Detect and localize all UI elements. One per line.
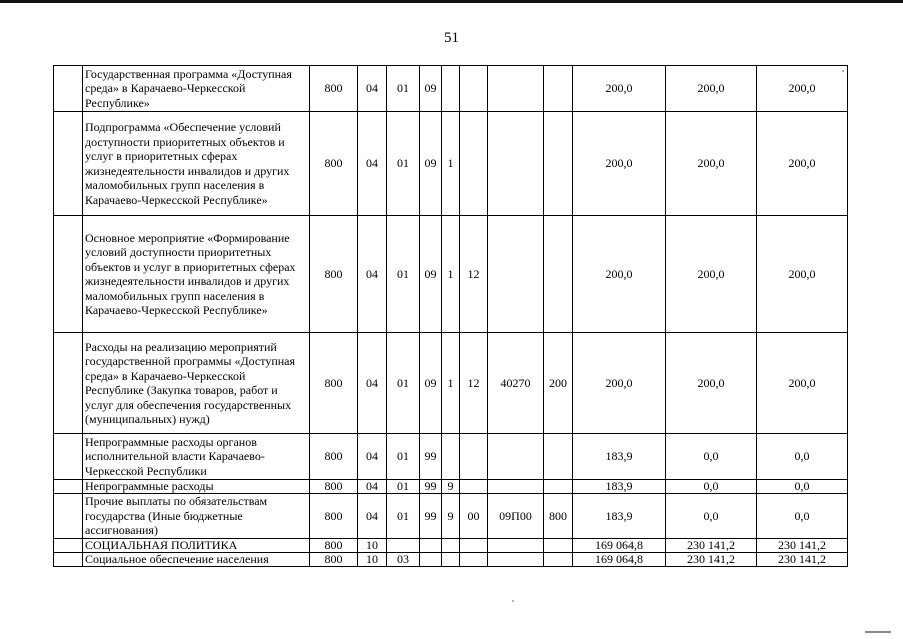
code-vr: 200	[544, 333, 573, 434]
table-row	[54, 66, 848, 112]
scan-mark	[865, 631, 891, 633]
code-program: 09	[420, 66, 442, 112]
code-direction	[488, 434, 544, 480]
code-direction	[488, 112, 544, 216]
code-gr: 800	[310, 434, 358, 480]
row-number-cell	[54, 553, 83, 567]
code-program	[420, 553, 442, 567]
sum-year-2: 200,0	[666, 216, 757, 333]
row-name: Основное мероприятие «Формирование условий доступности приоритетных объектов и услуг в приоритетных сферах жизнедеятельности инвалидов и других маломобильных групп населения в Карачаево-Черкесской Республике»	[83, 216, 310, 333]
code-vr	[544, 66, 573, 112]
code-pr: 01	[387, 66, 420, 112]
code-gr: 800	[310, 112, 358, 216]
code-activity	[460, 480, 488, 494]
sum-year-3: 200,0	[757, 112, 848, 216]
sum-year-1: 200,0	[573, 112, 666, 216]
code-direction	[488, 480, 544, 494]
code-vr	[544, 112, 573, 216]
row-name: СОЦИАЛЬНАЯ ПОЛИТИКА	[83, 539, 310, 553]
code-gr: 800	[310, 480, 358, 494]
code-program: 09	[420, 333, 442, 434]
code-pr: 01	[387, 494, 420, 539]
sum-year-1: 183,9	[573, 494, 666, 539]
code-activity	[460, 434, 488, 480]
code-subprogram	[442, 553, 460, 567]
code-subprogram: 1	[442, 112, 460, 216]
sum-year-2: 200,0	[666, 66, 757, 112]
code-direction	[488, 66, 544, 112]
budget-table	[53, 65, 848, 567]
sum-year-1: 200,0	[573, 66, 666, 112]
code-rz: 10	[358, 553, 387, 567]
sum-year-3: 200,0	[757, 333, 848, 434]
code-rz: 04	[358, 434, 387, 480]
code-direction: 40270	[488, 333, 544, 434]
code-subprogram: 1	[442, 216, 460, 333]
code-activity	[460, 539, 488, 553]
code-subprogram: 1	[442, 333, 460, 434]
code-direction: 09П00	[488, 494, 544, 539]
sum-year-3: 200,0	[757, 66, 848, 112]
sum-year-2: 0,0	[666, 480, 757, 494]
code-pr	[387, 539, 420, 553]
sum-year-1: 169 064,8	[573, 553, 666, 567]
row-name: Социальное обеспечение населения	[83, 553, 310, 567]
code-vr	[544, 553, 573, 567]
sum-year-2: 200,0	[666, 333, 757, 434]
code-direction	[488, 553, 544, 567]
code-program: 99	[420, 494, 442, 539]
table-row	[54, 333, 848, 434]
sum-year-3: 0,0	[757, 434, 848, 480]
sum-year-3: 0,0	[757, 480, 848, 494]
code-rz: 04	[358, 480, 387, 494]
code-direction	[488, 539, 544, 553]
code-rz: 04	[358, 112, 387, 216]
code-direction	[488, 216, 544, 333]
code-activity: 12	[460, 333, 488, 434]
table-row	[54, 553, 848, 567]
row-number-cell	[54, 480, 83, 494]
sum-year-1: 183,9	[573, 434, 666, 480]
code-activity: 00	[460, 494, 488, 539]
code-rz: 04	[358, 494, 387, 539]
row-name: Расходы на реализацию мероприятий государственной программы «Доступная среда» в Карачаево-Черкесской Республике (Закупка товаров, работ и услуг для обеспечения государственных (муниципальных) нужд)	[83, 333, 310, 434]
code-vr: 800	[544, 494, 573, 539]
code-subprogram	[442, 66, 460, 112]
code-subprogram: 9	[442, 494, 460, 539]
table-row	[54, 480, 848, 494]
table-row	[54, 112, 848, 216]
code-gr: 800	[310, 553, 358, 567]
code-activity	[460, 112, 488, 216]
sum-year-3: 200,0	[757, 216, 848, 333]
table-row	[54, 539, 848, 553]
code-subprogram	[442, 539, 460, 553]
code-pr: 03	[387, 553, 420, 567]
code-rz: 10	[358, 539, 387, 553]
code-program: 99	[420, 434, 442, 480]
code-gr: 800	[310, 216, 358, 333]
sum-year-1: 183,9	[573, 480, 666, 494]
sum-year-2: 200,0	[666, 112, 757, 216]
sum-year-1: 200,0	[573, 333, 666, 434]
row-name: Прочие выплаты по обязательствам государства (Иные бюджетные ассигнования)	[83, 494, 310, 539]
sum-year-3: 230 141,2	[757, 553, 848, 567]
code-activity	[460, 66, 488, 112]
sum-year-3: 230 141,2	[757, 539, 848, 553]
code-rz: 04	[358, 66, 387, 112]
code-activity: 12	[460, 216, 488, 333]
page-number: 51	[444, 30, 459, 46]
page-top-border	[0, 0, 903, 3]
row-number-cell	[54, 112, 83, 216]
code-vr	[544, 216, 573, 333]
sum-year-2: 0,0	[666, 434, 757, 480]
row-number-cell	[54, 434, 83, 480]
code-subprogram: 9	[442, 480, 460, 494]
code-vr	[544, 480, 573, 494]
row-name: Подпрограмма «Обеспечение условий доступности приоритетных объектов и услуг в приоритетных сферах жизнедеятельности инвалидов и других маломобильных групп населения в Карачаево-Черкесской Республике»	[83, 112, 310, 216]
row-number-cell	[54, 66, 83, 112]
code-rz: 04	[358, 333, 387, 434]
sum-year-2: 230 141,2	[666, 553, 757, 567]
code-program: 99	[420, 480, 442, 494]
code-gr: 800	[310, 494, 358, 539]
sum-year-2: 0,0	[666, 494, 757, 539]
table-row	[54, 434, 848, 480]
sum-year-2: 230 141,2	[666, 539, 757, 553]
row-number-cell	[54, 494, 83, 539]
code-program	[420, 539, 442, 553]
code-program: 09	[420, 216, 442, 333]
code-pr: 01	[387, 480, 420, 494]
sum-year-3: 0,0	[757, 494, 848, 539]
table-row	[54, 216, 848, 333]
code-pr: 01	[387, 333, 420, 434]
row-name: Непрограммные расходы органов исполнительной власти Карачаево-Черкесской Республики	[83, 434, 310, 480]
code-gr: 800	[310, 66, 358, 112]
row-number-cell	[54, 333, 83, 434]
sum-year-1: 200,0	[573, 216, 666, 333]
sum-year-1: 169 064,8	[573, 539, 666, 553]
code-activity	[460, 553, 488, 567]
row-number-cell	[54, 539, 83, 553]
code-subprogram	[442, 434, 460, 480]
code-vr	[544, 434, 573, 480]
row-name: Государственная программа «Доступная среда» в Карачаево-Черкесской Республике»	[83, 66, 310, 112]
code-pr: 01	[387, 112, 420, 216]
code-gr: 800	[310, 333, 358, 434]
budget-table-body	[54, 66, 848, 567]
scan-speck	[842, 70, 844, 72]
table-row	[54, 494, 848, 539]
row-name: Непрограммные расходы	[83, 480, 310, 494]
code-gr: 800	[310, 539, 358, 553]
code-rz: 04	[358, 216, 387, 333]
code-pr: 01	[387, 434, 420, 480]
code-program: 09	[420, 112, 442, 216]
code-pr: 01	[387, 216, 420, 333]
code-vr	[544, 539, 573, 553]
row-number-cell	[54, 216, 83, 333]
scan-speck	[512, 600, 514, 602]
